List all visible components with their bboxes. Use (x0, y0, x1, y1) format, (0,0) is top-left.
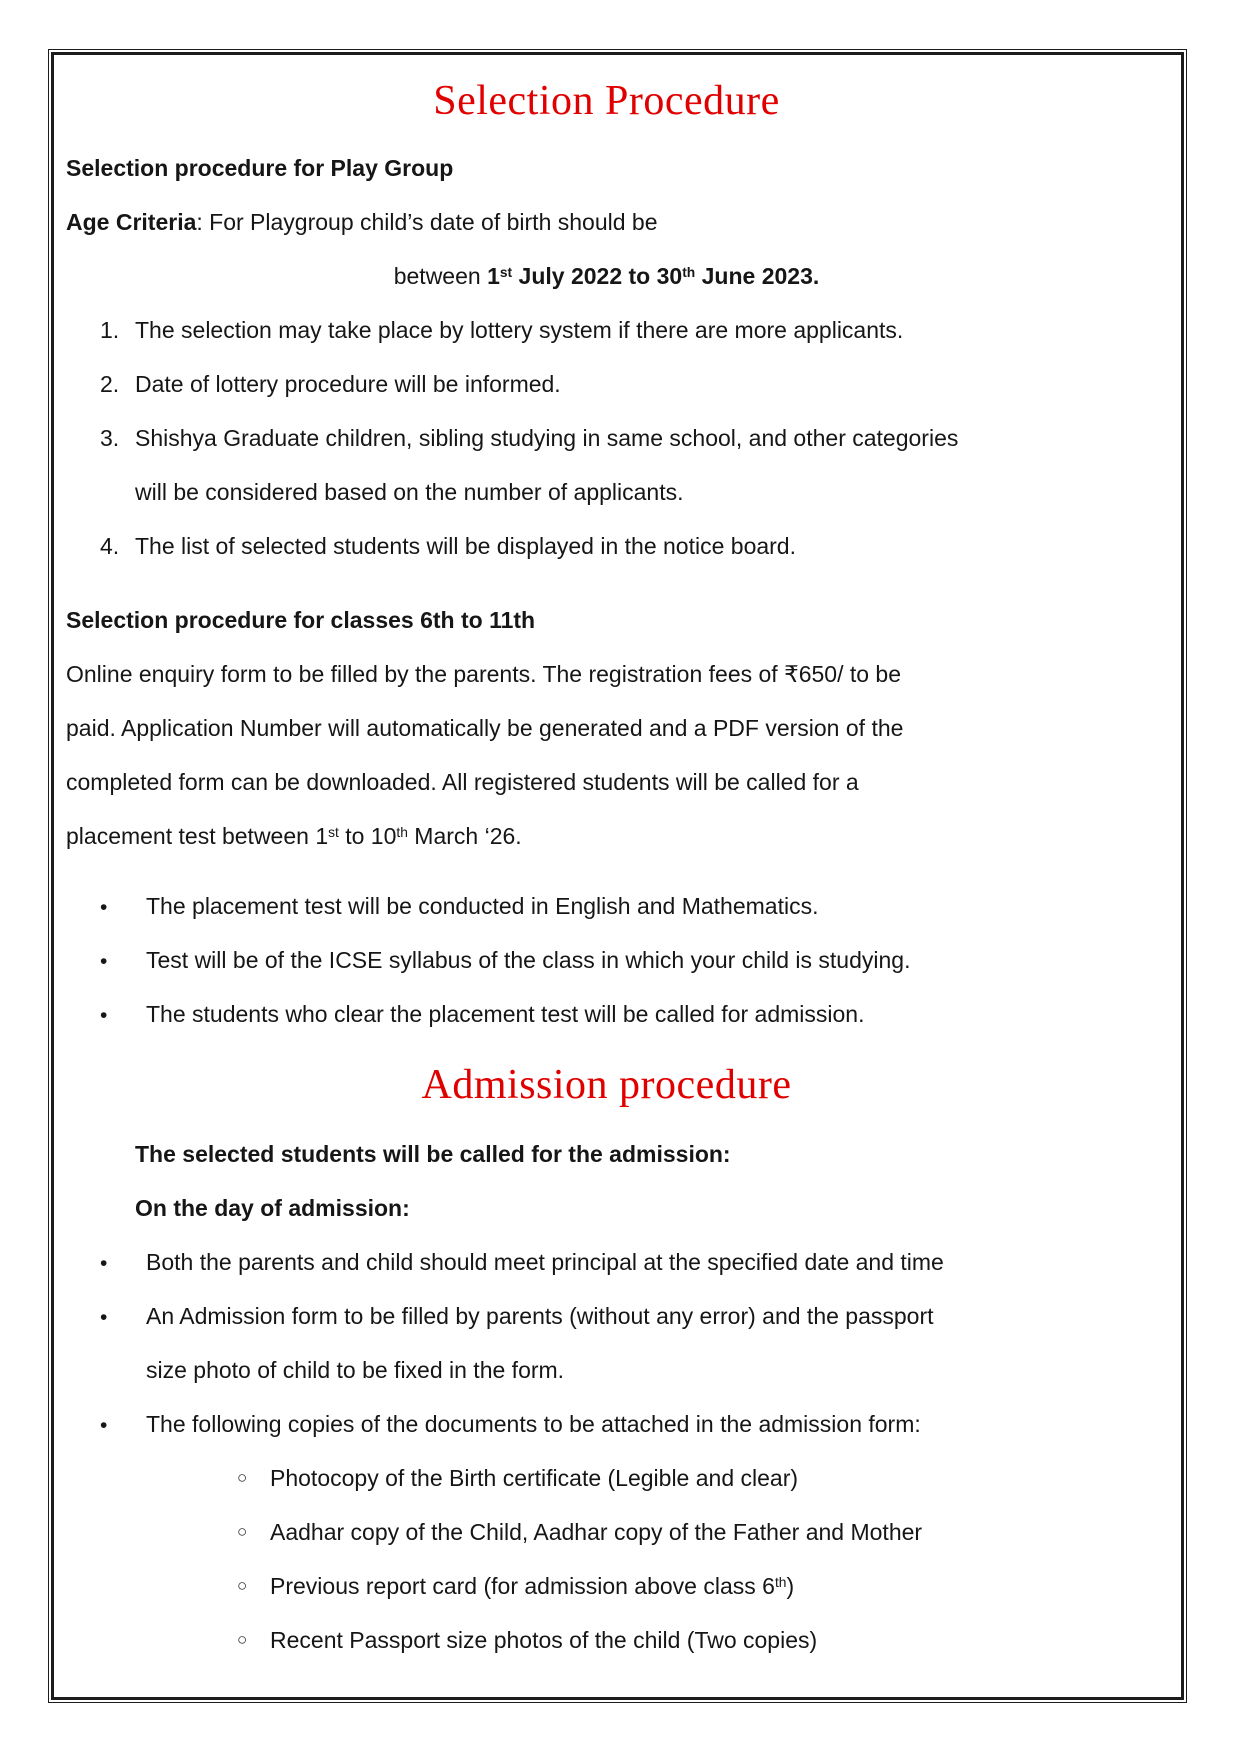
sub-bullet-text: Aadhar copy of the Child, Aadhar copy of the Father and Mother (270, 1519, 923, 1545)
circle-bullet-icon: ○ (237, 1576, 248, 1595)
bullet-dot-icon: • (100, 1004, 108, 1027)
bullet-text: The following copies of the documents to be attached in the admission form: (146, 1411, 921, 1437)
circle-bullet-icon: ○ (237, 1522, 248, 1541)
page-border-frame (48, 49, 1187, 1703)
numbered-item-3 (66, 411, 1147, 519)
sub-bullet-item (66, 1505, 1147, 1559)
item-text-line-2: will be considered based on the number of applicants. (135, 479, 684, 505)
bullet-item (66, 933, 1147, 987)
numbered-item-4 (66, 519, 1147, 573)
admission-bold-line-2: On the day of admission: (135, 1195, 410, 1221)
age-criteria-line (66, 195, 1147, 249)
circle-bullet-icon: ○ (237, 1468, 248, 1487)
bullet-text: Test will be of the ICSE syllabus of the class in which your child is studying. (146, 947, 911, 973)
bullet-dot-icon: • (100, 1414, 108, 1437)
circle-bullet-icon: ○ (237, 1630, 248, 1649)
paragraph-line-3: completed form can be downloaded. All registered students will be called for a (66, 769, 859, 795)
sub-bullet-item (66, 1559, 1147, 1613)
sub-bullet-text: Previous report card (for admission above class 6th) (270, 1573, 795, 1599)
item-text-line-1: Shishya Graduate children, sibling studying in same school, and other categories (135, 425, 959, 451)
sub-bullet-text: Photocopy of the Birth certificate (Legible and clear) (270, 1465, 799, 1491)
admission-bold-line-1: The selected students will be called for the admission: (135, 1141, 731, 1167)
dob-range-prefix: between (393, 263, 488, 289)
age-criteria-text: : For Playgroup child’s date of birth should be (196, 209, 658, 235)
bullet-dot-icon: • (100, 896, 108, 919)
numbered-item-1 (66, 303, 1147, 357)
sub-bullet-item (66, 1613, 1147, 1667)
paragraph-line-4: placement test between 1st to 10th March ‘26. (66, 823, 522, 849)
bullet-text: The placement test will be conducted in English and Mathematics. (146, 893, 819, 919)
bullet-item (66, 1289, 1147, 1397)
item-number: 2. (100, 371, 120, 397)
item-number: 4. (100, 533, 120, 559)
paragraph-line-1: Online enquiry form to be filled by the parents. The registration fees of ₹650/ to be (66, 661, 902, 687)
bullet-text: The students who clear the placement test will be called for admission. (146, 1001, 865, 1027)
bullet-text-line-2: size photo of child to be fixed in the form. (146, 1357, 565, 1383)
item-text: The list of selected students will be displayed in the notice board. (135, 533, 796, 559)
bullet-dot-icon: • (100, 950, 108, 973)
bullet-item (66, 1235, 1147, 1289)
classes-heading: Selection procedure for classes 6th to 11th (66, 607, 536, 633)
sub-bullet-text: Recent Passport size photos of the child (Two copies) (270, 1627, 818, 1653)
dob-range-dates: 1st July 2022 to 30th June 2023. (487, 263, 820, 289)
document-page (51, 52, 1184, 1700)
numbered-item-2 (66, 357, 1147, 411)
bullet-item (66, 1397, 1147, 1451)
playgroup-heading: Selection procedure for Play Group (66, 155, 454, 181)
bullet-text-line-1: An Admission form to be filled by parents (without any error) and the passport (146, 1303, 934, 1329)
bullet-item (66, 879, 1147, 933)
placement-test-bullets (66, 879, 1147, 1041)
admission-procedure-title: Admission procedure (421, 1062, 792, 1108)
sub-bullet-item (66, 1451, 1147, 1505)
bullet-item (66, 987, 1147, 1041)
item-number: 3. (100, 425, 120, 451)
selection-procedure-title: Selection Procedure (433, 78, 780, 124)
age-criteria-label: Age Criteria (66, 209, 197, 235)
classes-paragraph (66, 647, 1147, 863)
bullet-dot-icon: • (100, 1252, 108, 1275)
item-number: 1. (100, 317, 120, 343)
bullet-text: Both the parents and child should meet principal at the specified date and time (146, 1249, 944, 1275)
paragraph-line-2: paid. Application Number will automatically be generated and a PDF version of the (66, 715, 904, 741)
dob-range-line (66, 249, 1147, 303)
item-text: The selection may take place by lottery system if there are more applicants. (135, 317, 904, 343)
bullet-dot-icon: • (100, 1306, 108, 1329)
item-text: Date of lottery procedure will be informed. (135, 371, 561, 397)
